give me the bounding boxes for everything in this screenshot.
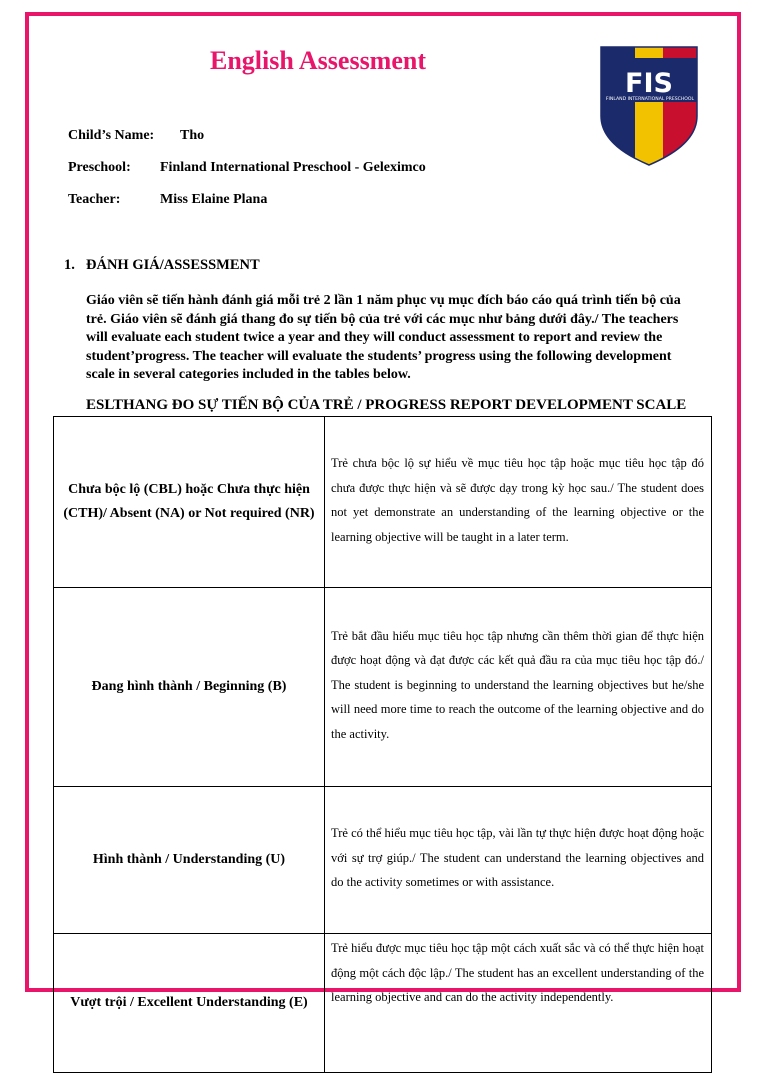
logo-subtitle: FINLAND INTERNATIONAL PRESCHOOL: [605, 97, 695, 102]
school-logo: [600, 46, 698, 166]
scale-level: Vượt trội / Excellent Understanding (E): [54, 934, 325, 1073]
child-name-label: Child’s Name:: [68, 128, 155, 143]
preschool-row: [68, 160, 426, 176]
child-name-row: [68, 128, 205, 144]
scale-description: Trẻ có thể hiểu mục tiêu học tập, vài lần tự thực hiện được hoạt động hoặc với sự trợ giúp./ The student can understand the learning objectives and do the activity sometimes or with assistance.: [325, 787, 712, 934]
table-row: [54, 934, 712, 1073]
teacher-row: [68, 192, 268, 208]
preschool-value: Finland International Preschool - Geleximco: [160, 160, 426, 175]
scale-level: Hình thành / Understanding (U): [54, 787, 325, 934]
preschool-label: Preschool:: [68, 160, 131, 175]
scale-heading: ESLTHANG ĐO SỰ TIẾN BỘ CỦA TRẺ / PROGRESS REPORT DEVELOPMENT SCALE: [86, 397, 687, 413]
table-row: [54, 787, 712, 934]
scale-description: Trẻ bắt đầu hiểu mục tiêu học tập nhưng cần thêm thời gian để thực hiện được hoạt động và đạt được các kết quả đầu ra của mục tiêu học tập đó./ The student is beginning to understand the learning objectives but he/she will need more time to reach the outcome of the learning objective and do the activity.: [325, 588, 712, 787]
child-name-value: Tho: [180, 128, 205, 143]
scale-level: Chưa bộc lộ (CBL) hoặc Chưa thực hiện (CTH)/ Absent (NA) or Not required (NR): [54, 417, 325, 588]
table-row: [54, 588, 712, 787]
scale-description: Trẻ hiểu được mục tiêu học tập một cách xuất sắc và có thể thực hiện hoạt động một cách độc lập./ The student has an excellent understanding of the learning objective and can do the activity independently.: [325, 934, 712, 1073]
teacher-value: Miss Elaine Plana: [160, 192, 268, 207]
development-scale-table: [53, 416, 712, 1073]
section-heading: [64, 257, 260, 274]
section-title: ĐÁNH GIÁ/ASSESSMENT: [86, 257, 260, 273]
section-number: 1.: [64, 257, 75, 273]
table-row: [54, 417, 712, 588]
scale-level: Đang hình thành / Beginning (B): [54, 588, 325, 787]
assessment-paragraph: Giáo viên sẽ tiến hành đánh giá mỗi trẻ 2 lần 1 năm phục vụ mục đích báo cáo quá trình tiến bộ của trẻ. Giáo viên sẽ đánh giá thang đo sự tiến bộ của trẻ với các mục như bảng dưới đây./ The teachers will evaluate each student twice a year and they will conduct assessment to report and review the student’progress. The teacher will evaluate the students’ progress using the following development scale in several categories included in the tables below.: [86, 293, 681, 382]
scale-description: Trẻ chưa bộc lộ sự hiểu về mục tiêu học tập hoặc mục tiêu học tập đó chưa được thực hiện và sẽ được dạy trong kỳ học sau./ The student does not yet demonstrate an understanding of the learning objective or the learning objective will be taught in a later term.: [325, 417, 712, 588]
page-title: English Assessment: [210, 46, 426, 75]
teacher-label: Teacher:: [68, 192, 121, 207]
logo-text: FIS: [625, 68, 673, 99]
